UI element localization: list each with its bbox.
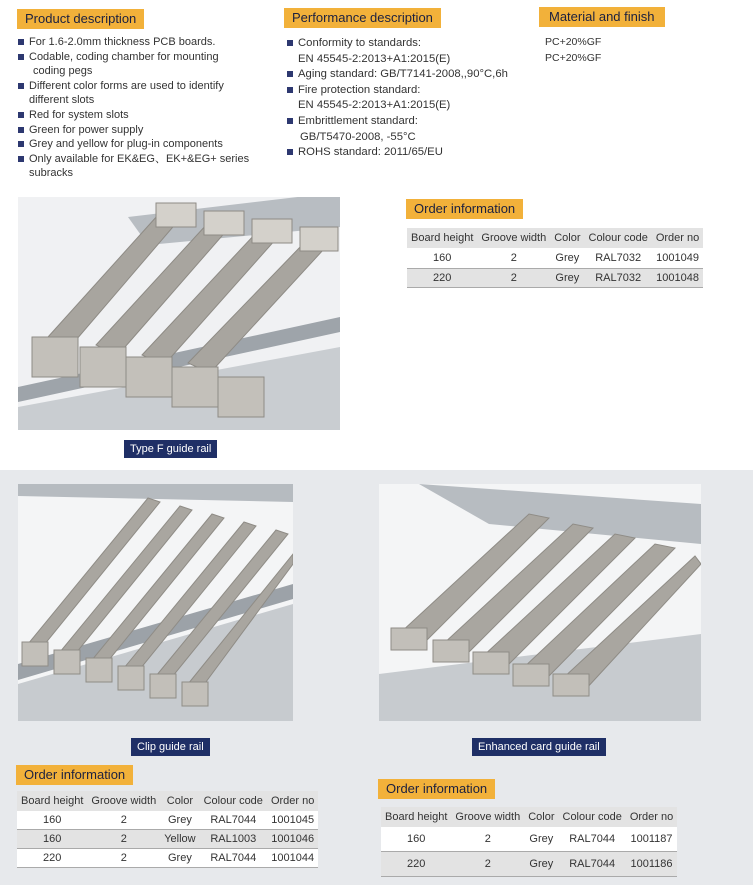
material-line: PC+20%GF xyxy=(545,52,602,64)
table-cell: 1001044 xyxy=(267,849,318,868)
clip-guide-rail-photo xyxy=(18,484,293,721)
order-table-clip xyxy=(17,791,318,868)
list-item: Grey and yellow for plug-in components xyxy=(17,137,272,152)
table-cell: 1001187 xyxy=(626,827,677,852)
list-item: Aging standard: GB/T7141-2008,,90°C,6h xyxy=(286,67,536,83)
order-information-heading: Order information xyxy=(378,779,495,799)
table-cell: 1001046 xyxy=(267,830,318,849)
list-item: Only available for EK&EG、EK+&EG+ series subracks xyxy=(17,152,272,181)
list-item: Embrittlement standard: GB/T5470-2008, -55°C xyxy=(286,114,536,145)
product-description-heading: Product description xyxy=(17,9,144,29)
table-row xyxy=(381,852,677,877)
product-description-list xyxy=(17,35,272,181)
table-cell: 1001048 xyxy=(652,269,703,288)
table-cell: 1001045 xyxy=(267,811,318,830)
table-cell: 2 xyxy=(477,269,550,288)
table-cell: Yellow xyxy=(160,830,199,849)
table-cell: 2 xyxy=(87,849,160,868)
clip-caption: Clip guide rail xyxy=(131,738,210,756)
column-header: Order no xyxy=(267,791,318,811)
order-information-heading: Order information xyxy=(406,199,523,219)
list-item: Codable, coding chamber for mounting coding pegs xyxy=(17,50,272,79)
table-cell: Grey xyxy=(524,827,558,852)
table-cell: 2 xyxy=(451,827,524,852)
column-header: Groove width xyxy=(451,807,524,827)
list-item: Red for system slots xyxy=(17,108,272,123)
table-cell: 220 xyxy=(17,849,87,868)
list-item: Conformity to standards: EN 45545-2:2013+A1:2015(E) xyxy=(286,36,536,67)
column-header: Color xyxy=(524,807,558,827)
table-cell: RAL7032 xyxy=(585,248,652,269)
enhanced-caption: Enhanced card guide rail xyxy=(472,738,606,756)
table-cell: Grey xyxy=(524,852,558,877)
table-cell: 160 xyxy=(17,830,87,849)
table-row xyxy=(17,830,318,849)
table-cell: 2 xyxy=(87,811,160,830)
table-cell: Grey xyxy=(160,811,199,830)
material-finish-heading: Material and finish xyxy=(539,7,665,27)
column-header: Board height xyxy=(17,791,87,811)
table-cell: 2 xyxy=(451,852,524,877)
table-row xyxy=(381,827,677,852)
table-cell: RAL7044 xyxy=(559,852,626,877)
type-f-caption: Type F guide rail xyxy=(124,440,217,458)
list-item: Fire protection standard: EN 45545-2:2013+A1:2015(E) xyxy=(286,83,536,114)
performance-description-list xyxy=(286,36,536,161)
table-cell: 160 xyxy=(17,811,87,830)
column-header: Color xyxy=(160,791,199,811)
table-cell: 1001186 xyxy=(626,852,677,877)
table-cell: 160 xyxy=(407,248,477,269)
table-cell: RAL1003 xyxy=(200,830,267,849)
list-item: ROHS standard: 2011/65/EU xyxy=(286,145,536,161)
column-header: Groove width xyxy=(87,791,160,811)
list-item: Green for power supply xyxy=(17,123,272,138)
table-row xyxy=(17,811,318,830)
table-cell: 220 xyxy=(407,269,477,288)
column-header: Board height xyxy=(381,807,451,827)
column-header: Colour code xyxy=(559,807,626,827)
performance-description-heading: Performance description xyxy=(284,8,441,28)
column-header: Color xyxy=(550,228,584,248)
table-cell: Grey xyxy=(550,248,584,269)
column-header: Board height xyxy=(407,228,477,248)
table-cell: RAL7044 xyxy=(200,849,267,868)
table-row xyxy=(17,849,318,868)
order-table-enhanced xyxy=(381,807,677,877)
table-cell: Grey xyxy=(160,849,199,868)
table-cell: RAL7044 xyxy=(200,811,267,830)
table-cell: 220 xyxy=(381,852,451,877)
table-cell: RAL7032 xyxy=(585,269,652,288)
column-header: Colour code xyxy=(585,228,652,248)
table-row xyxy=(407,269,703,288)
order-table-type-f xyxy=(407,228,703,288)
column-header: Groove width xyxy=(477,228,550,248)
table-row xyxy=(407,248,703,269)
table-cell: 1001049 xyxy=(652,248,703,269)
column-header: Colour code xyxy=(200,791,267,811)
table-cell: 160 xyxy=(381,827,451,852)
list-item: For 1.6-2.0mm thickness PCB boards. xyxy=(17,35,272,50)
order-information-heading: Order information xyxy=(16,765,133,785)
list-item: Different color forms are used to identify different slots xyxy=(17,79,272,108)
enhanced-card-guide-rail-photo xyxy=(379,484,701,721)
table-cell: 2 xyxy=(477,248,550,269)
material-line: PC+20%GF xyxy=(545,36,602,48)
type-f-guide-rail-photo xyxy=(18,197,340,430)
table-cell: 2 xyxy=(87,830,160,849)
table-cell: RAL7044 xyxy=(559,827,626,852)
column-header: Order no xyxy=(626,807,677,827)
column-header: Order no xyxy=(652,228,703,248)
table-cell: Grey xyxy=(550,269,584,288)
